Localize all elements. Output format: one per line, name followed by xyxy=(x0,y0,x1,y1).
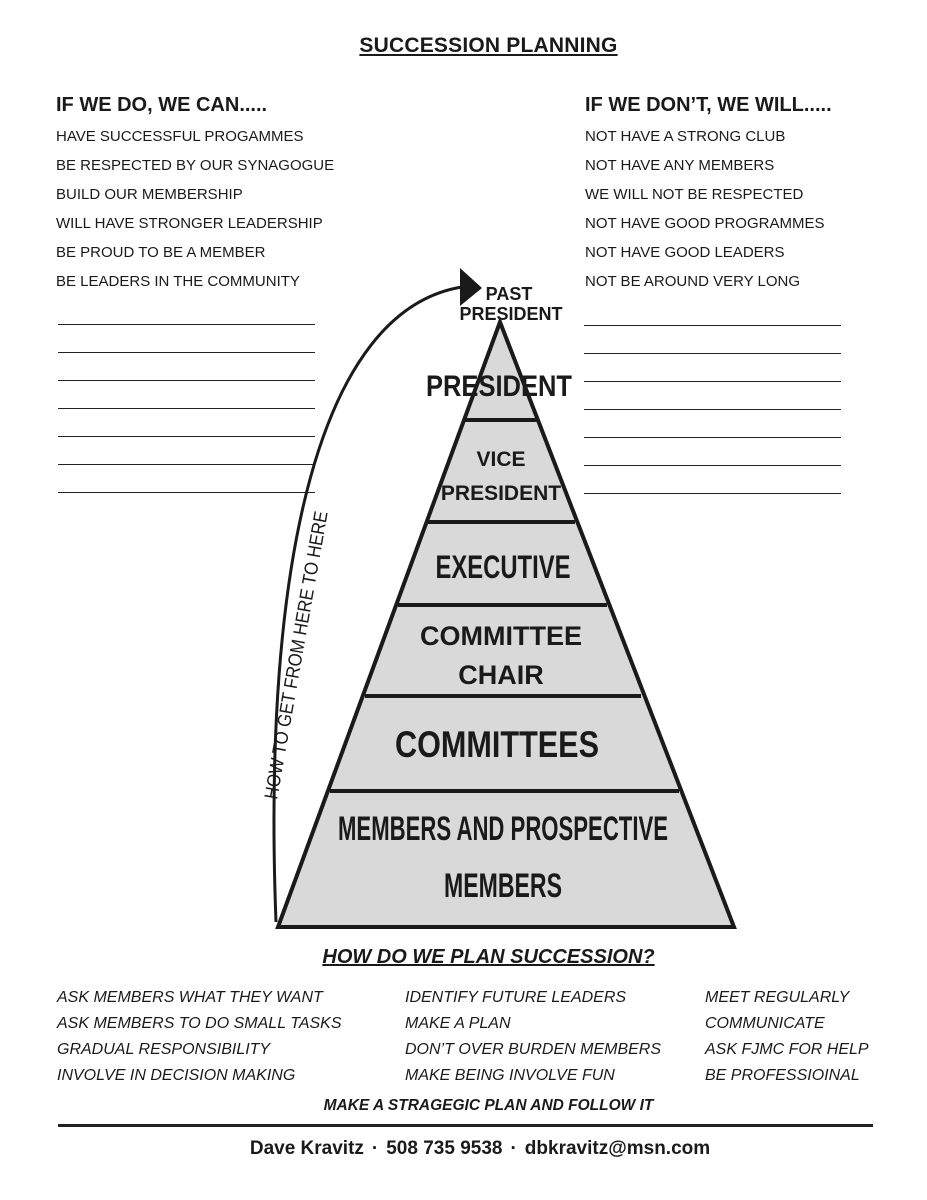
tier-committee-chair-line2: CHAIR xyxy=(458,660,544,690)
list-item: IDENTIFY FUTURE LEADERS xyxy=(405,989,627,1006)
list-item: NOT BE AROUND VERY LONG xyxy=(585,273,801,290)
footer-divider xyxy=(58,1124,873,1127)
list-item: BE PROUD TO BE A MEMBER xyxy=(56,244,266,261)
list-item: MAKE A PLAN xyxy=(405,1015,511,1032)
list-item: BE LEADERS IN THE COMMUNITY xyxy=(56,273,300,290)
list-item: WILL HAVE STRONGER LEADERSHIP xyxy=(56,215,323,232)
contact-name: Dave Kravitz xyxy=(249,1138,364,1159)
closing-statement: MAKE A STRAGEGIC PLAN AND FOLLOW IT xyxy=(323,1097,654,1114)
list-item: ASK FJMC FOR HELP xyxy=(705,1041,869,1058)
list-item: NOT HAVE A STRONG CLUB xyxy=(585,128,786,145)
list-item: MAKE BEING INVOLVE FUN xyxy=(405,1067,615,1084)
list-item: BE PROFESSIOINAL xyxy=(705,1067,860,1084)
tier-committees: COMMITTEES xyxy=(395,724,599,765)
tier-vice-president-line1: VICE xyxy=(476,448,526,471)
plan-column-1 xyxy=(57,985,342,1089)
plan-heading: HOW DO WE PLAN SUCCESSION? xyxy=(322,946,655,968)
footer-contact xyxy=(0,1138,927,1160)
list-item: MEET REGULARLY xyxy=(705,989,850,1006)
left-heading: IF WE DO, WE CAN..... xyxy=(56,94,268,116)
list-item: BE RESPECTED BY OUR SYNAGOGUE xyxy=(56,157,335,174)
separator: · xyxy=(510,1138,517,1159)
contact-phone: 508 735 9538 xyxy=(386,1138,503,1159)
list-item: WE WILL NOT BE RESPECTED xyxy=(585,186,804,203)
list-item: COMMUNICATE xyxy=(705,1015,825,1032)
right-heading: IF WE DON’T, WE WILL..... xyxy=(585,94,832,116)
tier-vice-president-line2: PRESIDENT xyxy=(440,482,562,505)
list-item: ASK MEMBERS TO DO SMALL TASKS xyxy=(57,1015,342,1032)
list-item: INVOLVE IN DECISION MAKING xyxy=(57,1067,296,1084)
page-title: SUCCESSION PLANNING xyxy=(359,34,618,57)
contact-email[interactable]: dbkravitz@msn.com xyxy=(524,1138,711,1159)
list-item: HAVE SUCCESSFUL PROGAMMES xyxy=(56,128,304,145)
arrow-label: HOW TO GET FROM HERE TO HERE xyxy=(261,472,340,801)
list-item: BUILD OUR MEMBERSHIP xyxy=(56,186,243,203)
list-item: NOT HAVE GOOD LEADERS xyxy=(585,244,785,261)
arrow-head-icon xyxy=(460,268,482,306)
list-item: ASK MEMBERS WHAT THEY WANT xyxy=(57,989,323,1006)
list-item: NOT HAVE ANY MEMBERS xyxy=(585,157,775,174)
past-president-line1: PAST xyxy=(485,284,533,304)
tier-members-line1: MEMBERS AND PROSPECTIVE xyxy=(338,810,668,848)
separator: · xyxy=(371,1138,379,1159)
past-president-line2: PRESIDENT xyxy=(459,304,563,324)
tier-members-line2: MEMBERS xyxy=(444,867,562,905)
plan-column-3 xyxy=(705,985,869,1089)
list-item: DON’T OVER BURDEN MEMBERS xyxy=(405,1041,662,1058)
plan-column-2 xyxy=(405,985,661,1089)
list-item: NOT HAVE GOOD PROGRAMMES xyxy=(585,215,825,232)
tier-executive: EXECUTIVE xyxy=(435,549,571,585)
list-item: GRADUAL RESPONSIBILITY xyxy=(57,1041,271,1058)
tier-president: PRESIDENT xyxy=(426,370,572,403)
tier-committee-chair-line1: COMMITTEE xyxy=(420,621,582,651)
